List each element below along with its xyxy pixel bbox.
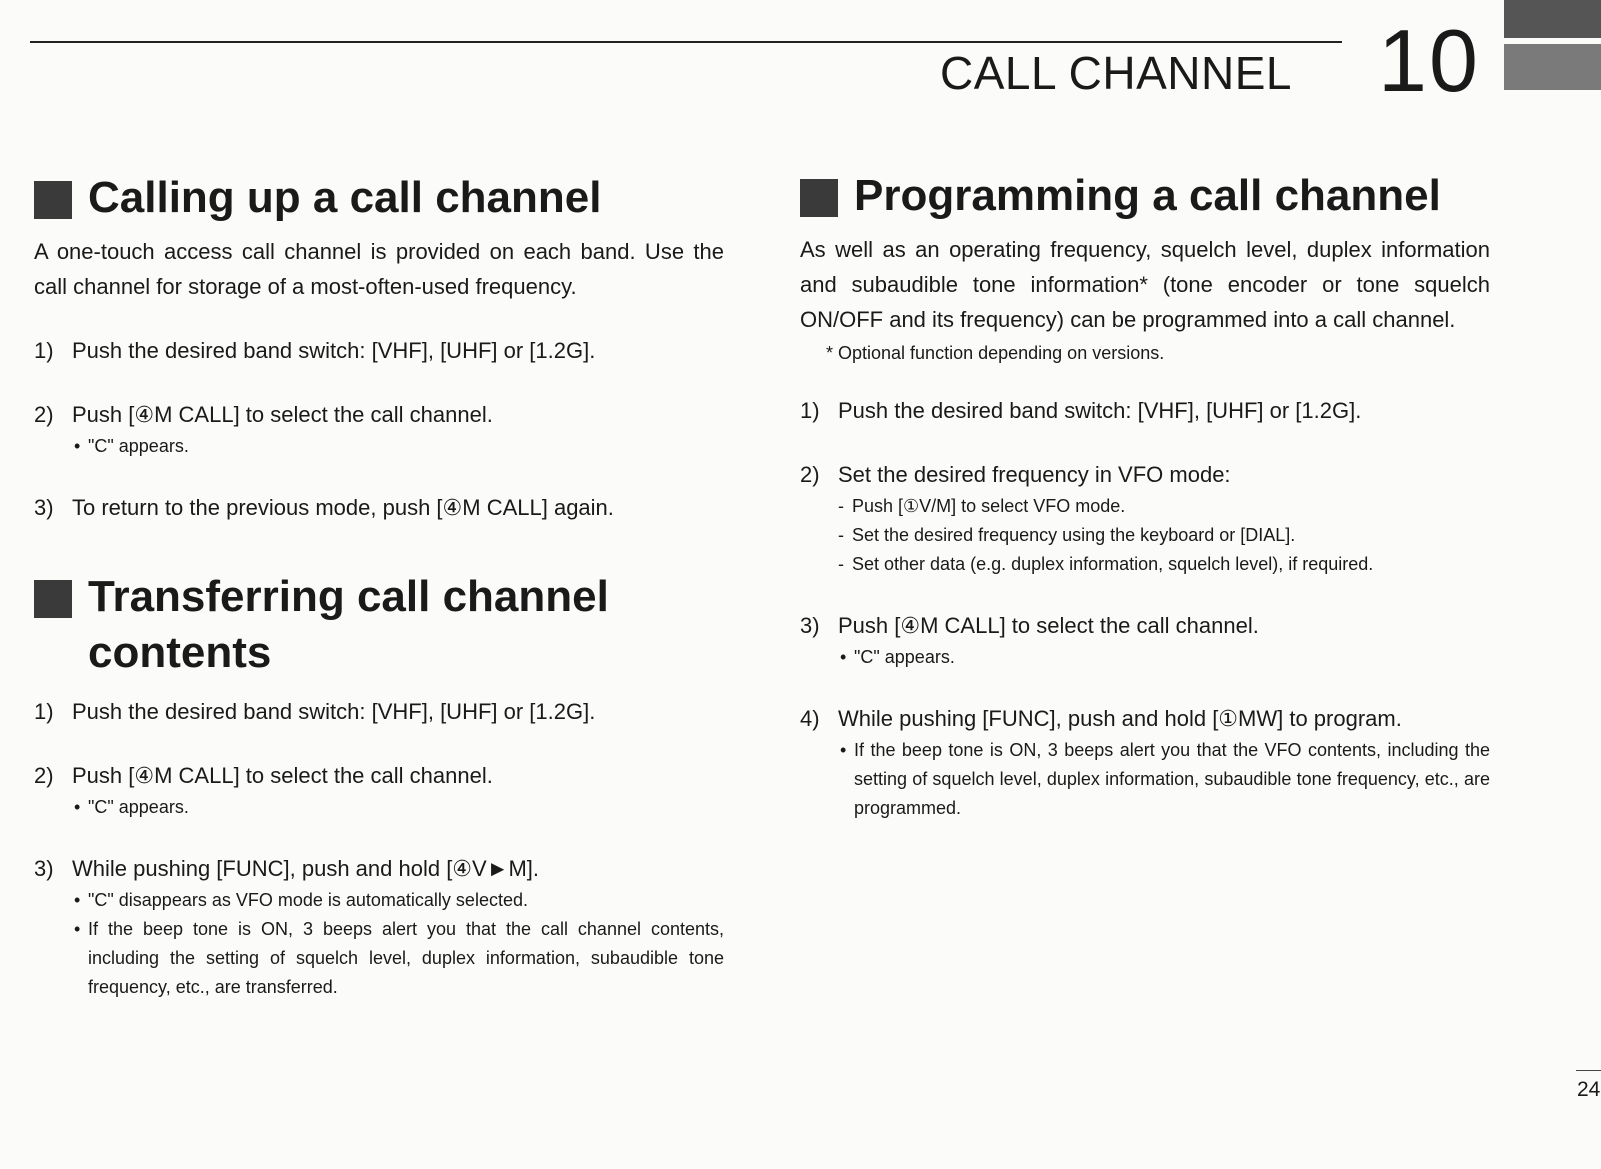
bullet-icon: • (74, 890, 81, 910)
step-1 (800, 394, 1490, 428)
step-subitem-text: Set other data (e.g. duplex information, squelch level), if required. (852, 554, 1374, 574)
section-intro: As well as an operating frequency, squelch level, duplex information and subaudible tone information* (tone encoder or tone squelch ON/OFF and its frequency) can be programmed into a call channel. (800, 237, 1490, 332)
step-number: 2) (34, 763, 54, 788)
step-text: Push [④M CALL] to select the call channel. (72, 763, 493, 788)
step-text: Push [④M CALL] to select the call channel. (72, 402, 493, 427)
step-subitem (838, 550, 1490, 579)
step-note (72, 793, 724, 822)
page-number: 24 (1577, 1078, 1601, 1101)
step-number: 1) (800, 398, 820, 423)
step-note-text: If the beep tone is ON, 3 beeps alert you that the call channel contents, including the setting of squelch level, duplex information, subaudible tone frequency, etc., are transferred. (88, 919, 724, 997)
section-square-icon (34, 181, 72, 219)
section-calling-up (34, 170, 724, 525)
right-column (800, 168, 1490, 823)
step-number: 3) (34, 856, 54, 881)
step-number: 2) (34, 402, 54, 427)
step-number: 3) (34, 495, 54, 520)
chapter-number: 10 (1378, 11, 1480, 110)
left-column (34, 170, 724, 1002)
section-title-line1: Transferring call channel (88, 572, 609, 621)
step-2 (34, 398, 724, 461)
step-text: Push the desired band switch: [VHF], [UHF] or [1.2G]. (72, 699, 596, 724)
bullet-icon: • (74, 919, 81, 939)
step-text: Set the desired frequency in VFO mode: (838, 462, 1231, 487)
section-square-icon (800, 179, 838, 217)
bullet-icon: • (74, 436, 81, 456)
section-title-line2: contents (88, 628, 272, 677)
section-title (34, 569, 724, 681)
step-number: 2) (800, 462, 820, 487)
step-note-text: "C" appears. (854, 647, 955, 667)
section-programming (800, 168, 1490, 823)
dash-icon: - (838, 525, 844, 545)
step-text: While pushing [FUNC], push and hold [①MW] to program. (838, 706, 1402, 731)
step-1 (34, 695, 724, 729)
dash-icon: - (838, 554, 844, 574)
step-4 (800, 702, 1490, 823)
section-title (800, 168, 1490, 224)
step-3 (34, 491, 724, 525)
section-intro: A one-touch access call channel is provided on each band. Use the call channel for storage of a most-often-used frequency. (34, 239, 724, 299)
thumb-index-tab (1504, 0, 1601, 38)
step-3 (800, 609, 1490, 672)
bullet-icon: • (74, 797, 81, 817)
section-square-icon (34, 580, 72, 618)
step-subitem (838, 492, 1490, 521)
step-text: Push [④M CALL] to select the call channel. (838, 613, 1259, 638)
step-note (72, 886, 724, 915)
step-text: Push the desired band switch: [VHF], [UHF] or [1.2G]. (838, 398, 1362, 423)
step-text: Push the desired band switch: [VHF], [UHF] or [1.2G]. (72, 338, 596, 363)
step-text: To return to the previous mode, push [④M CALL] again. (72, 495, 614, 520)
step-subitem-text: Push [①V/M] to select VFO mode. (852, 496, 1126, 516)
thumb-index-tab-active (1504, 44, 1601, 90)
step-note (838, 736, 1490, 823)
bullet-icon: • (840, 740, 847, 760)
step-2 (800, 458, 1490, 579)
section-title-text: Programming a call channel (854, 171, 1441, 220)
step-note (72, 432, 724, 461)
step-note (838, 643, 1490, 672)
footnote: * Optional function depending on versions. (826, 343, 1165, 363)
step-number: 1) (34, 699, 54, 724)
step-text: While pushing [FUNC], push and hold [④V►M]. (72, 856, 540, 881)
step-note-text: "C" appears. (88, 436, 189, 456)
dash-icon: - (838, 496, 844, 516)
step-subitem (838, 521, 1490, 550)
bullet-icon: • (840, 647, 847, 667)
step-subitem-text: Set the desired frequency using the keyboard or [DIAL]. (852, 525, 1296, 545)
section-transferring (34, 569, 724, 1002)
step-number: 3) (800, 613, 820, 638)
step-note-text: "C" appears. (88, 797, 189, 817)
step-2 (34, 759, 724, 822)
step-number: 1) (34, 338, 54, 363)
section-title-text: Calling up a call channel (88, 173, 602, 222)
step-3 (34, 852, 724, 1002)
step-note-text: If the beep tone is ON, 3 beeps alert you that the VFO contents, including the setting of squelch level, duplex information, subaudible tone frequency, etc., are programmed. (854, 740, 1490, 818)
section-title (34, 170, 724, 226)
chapter-title: CALL CHANNEL (940, 47, 1292, 99)
step-1 (34, 334, 724, 368)
step-note (72, 915, 724, 1002)
header-rule (30, 41, 1342, 43)
step-note-text: "C" disappears as VFO mode is automatically selected. (88, 890, 528, 910)
step-number: 4) (800, 706, 820, 731)
page-number-rule (1576, 1070, 1601, 1071)
